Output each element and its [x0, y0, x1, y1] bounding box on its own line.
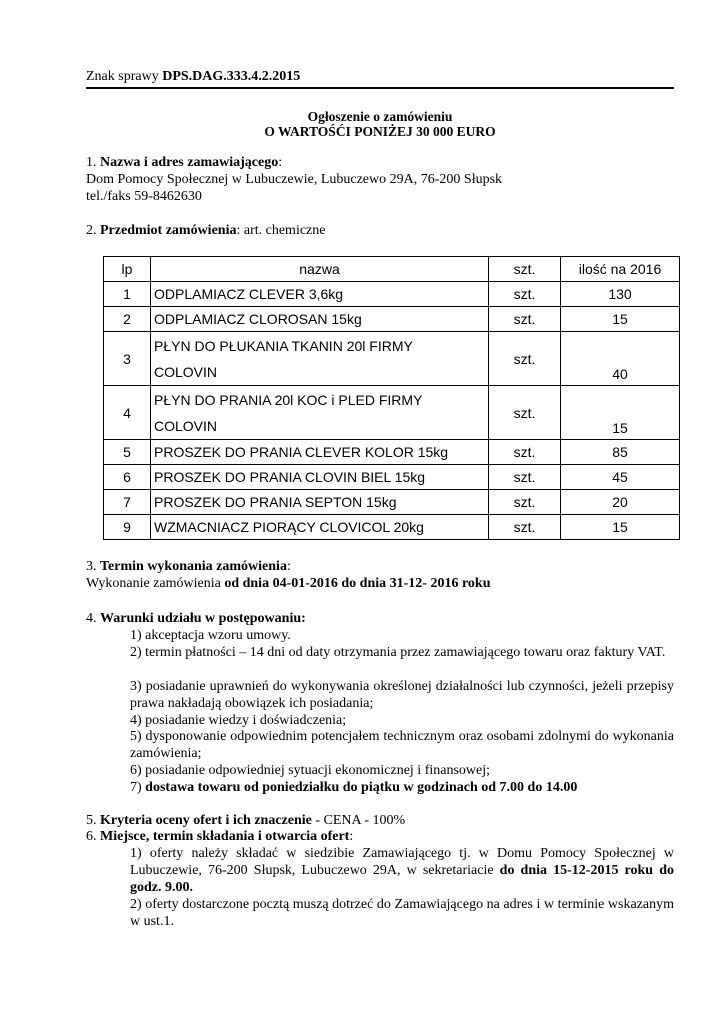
condition-item-7: [130, 779, 674, 796]
cell-quantity: 20: [561, 490, 680, 515]
cell-lp: 3: [104, 332, 151, 386]
section-3-colon: :: [286, 559, 291, 574]
table-row: [104, 386, 680, 440]
case-prefix: Znak sprawy: [86, 69, 163, 84]
table-row: [104, 490, 680, 515]
section-6-number: 6.: [86, 829, 100, 844]
table-row: [104, 332, 680, 386]
submission-item-1-deadline: do dnia 15-12-2015 roku do godz. 9.00.: [130, 863, 674, 895]
cell-name: [151, 332, 489, 386]
cell-name: PROSZEK DO PRANIA CLEVER KOLOR 15kg: [151, 440, 489, 465]
section-6-colon: :: [349, 829, 354, 844]
cell-name: ODPLAMIACZ CLEVER 3,6kg: [151, 282, 489, 307]
cell-unit: szt.: [489, 490, 561, 515]
table-row: [104, 282, 680, 307]
condition-item-4: 4) posiadanie wiedzy i doświadczenia;: [130, 713, 347, 728]
section-3-heading: [86, 559, 291, 575]
cell-lp: 7: [104, 490, 151, 515]
cell-lp: 1: [104, 282, 151, 307]
submission-item-1-text: 1) oferty należy składać w siedzibie Zamawiającego tj. w Domu Pomocy Społecznej w Lubuczewie, 76-200 Słupsk, Lubuczewo 29A, w sekretariacie: [130, 846, 674, 878]
cell-name-line-2: COLOVIN: [154, 417, 218, 434]
cell-name: PROSZEK DO PRANIA SEPTON 15kg: [151, 490, 489, 515]
cell-name-line-2: COLOVIN: [154, 363, 218, 380]
section-1-heading: [86, 155, 282, 171]
submission-item-2: 2) oferty dostarczone pocztą muszą dotrzeć do Zamawiającego na adres i w terminie wskazanym w ust.1.: [130, 897, 674, 929]
contracting-authority-address: Dom Pomocy Społecznej w Lubuczewie, Lubuczewo 29A, 76-200 Słupsk: [86, 172, 503, 187]
cell-name: ODPLAMIACZ CLOROSAN 15kg: [151, 307, 489, 332]
items-table: [103, 256, 680, 540]
execution-term-text: Wykonanie zamówienia: [86, 576, 225, 591]
cell-unit: szt.: [489, 515, 561, 540]
cell-quantity: 15: [561, 386, 680, 440]
cell-quantity: 40: [561, 332, 680, 386]
table-row: [104, 515, 680, 540]
cell-name: WZMACNIACZ PIORĄCY CLOVICOL 20kg: [151, 515, 489, 540]
cell-unit: szt.: [489, 307, 561, 332]
section-1-number: 1.: [86, 155, 100, 170]
cell-unit: szt.: [489, 282, 561, 307]
cell-lp: 6: [104, 465, 151, 490]
submission-item-1: [130, 845, 674, 896]
table-row: [104, 440, 680, 465]
header-lp: lp: [104, 257, 151, 282]
cell-name-line-1: PŁYN DO PRANIA 20l KOC i PLED FIRMY: [154, 391, 423, 408]
section-4-number: 4.: [86, 611, 100, 626]
section-1-title: Nazwa i adres zamawiającego: [100, 155, 279, 170]
cell-name: [151, 386, 489, 440]
cell-quantity: 15: [561, 515, 680, 540]
section-2-value: : art. chemiczne: [236, 223, 326, 238]
section-5-number: 5.: [86, 813, 100, 828]
case-number: DPS.DAG.333.4.2.2015: [162, 69, 301, 84]
contracting-authority-phone: tel./faks 59-8462630: [86, 189, 202, 204]
table-row: [104, 465, 680, 490]
condition-item-3: 3) posiadanie uprawnień do wykonywania określonej działalności lub czynności, jeżeli przepisy prawa nakładają obowiązek ich posiadania;: [130, 679, 674, 711]
section-5-heading: [86, 813, 405, 829]
title-line-2: O WARTOŚĆI PONIŻEJ 30 000 EURO: [264, 124, 496, 139]
cell-quantity: 45: [561, 465, 680, 490]
cell-lp: 2: [104, 307, 151, 332]
header-divider: [86, 87, 674, 89]
section-4-heading: [86, 611, 306, 627]
section-3-title: Termin wykonania zamówienia: [100, 559, 287, 574]
title-line-1: Ogłoszenie o zamówieniu: [307, 109, 453, 124]
condition-item-2: 2) termin płatności – 14 dni od daty otrzymania przez zamawiającego towaru oraz faktury VAT.: [130, 645, 666, 660]
section-2-title: Przedmiot zamówienia: [100, 223, 237, 238]
execution-term-dates: od dnia 04-01-2016 do dnia 31-12- 2016 roku: [224, 576, 491, 591]
cell-lp: 9: [104, 515, 151, 540]
section-3-number: 3.: [86, 559, 100, 574]
header-quantity: ilość na 2016: [561, 257, 680, 282]
header-unit: szt.: [489, 257, 561, 282]
section-4-title: Warunki udziału w postępowaniu:: [100, 611, 306, 626]
cell-lp: 4: [104, 386, 151, 440]
header-name: nazwa: [151, 257, 489, 282]
cell-quantity: 85: [561, 440, 680, 465]
section-6-title: Miejsce, termin składania i otwarcia ofert: [100, 829, 350, 844]
table-row: [104, 307, 680, 332]
section-5-value: - CENA - 100%: [311, 813, 406, 828]
case-reference: [86, 68, 300, 85]
condition-item-7-text: dostawa towaru od poniedziałku do piątku w godzinach od 7.00 do 14.00: [145, 780, 578, 795]
cell-unit: szt.: [489, 440, 561, 465]
cell-name: PROSZEK DO PRANIA CLOVIN BIEL 15kg: [151, 465, 489, 490]
cell-unit: szt.: [489, 332, 561, 386]
cell-lp: 5: [104, 440, 151, 465]
cell-unit: szt.: [489, 386, 561, 440]
execution-term: [86, 576, 491, 592]
table-header-row: [104, 257, 680, 282]
condition-item-5: 5) dysponowanie odpowiednim potencjałem technicznym oraz osobami zdolnymi do wykonania zamówienia;: [130, 729, 674, 761]
condition-item-6: 6) posiadanie odpowiedniej sytuacji ekonomicznej i finansowej;: [130, 763, 491, 778]
condition-item-1: 1) akceptacja wzoru umowy.: [130, 628, 291, 643]
section-6-heading: [86, 829, 353, 845]
cell-name-line-1: PŁYN DO PŁUKANIA TKANIN 20l FIRMY: [154, 337, 413, 354]
cell-quantity: 15: [561, 307, 680, 332]
condition-item-7-number: 7): [130, 780, 146, 795]
section-2-heading: [86, 223, 325, 239]
cell-quantity: 130: [561, 282, 680, 307]
section-2-number: 2.: [86, 223, 100, 238]
section-1-colon: :: [278, 155, 283, 170]
section-5-title: Kryteria oceny ofert i ich znaczenie: [100, 813, 312, 828]
cell-unit: szt.: [489, 465, 561, 490]
